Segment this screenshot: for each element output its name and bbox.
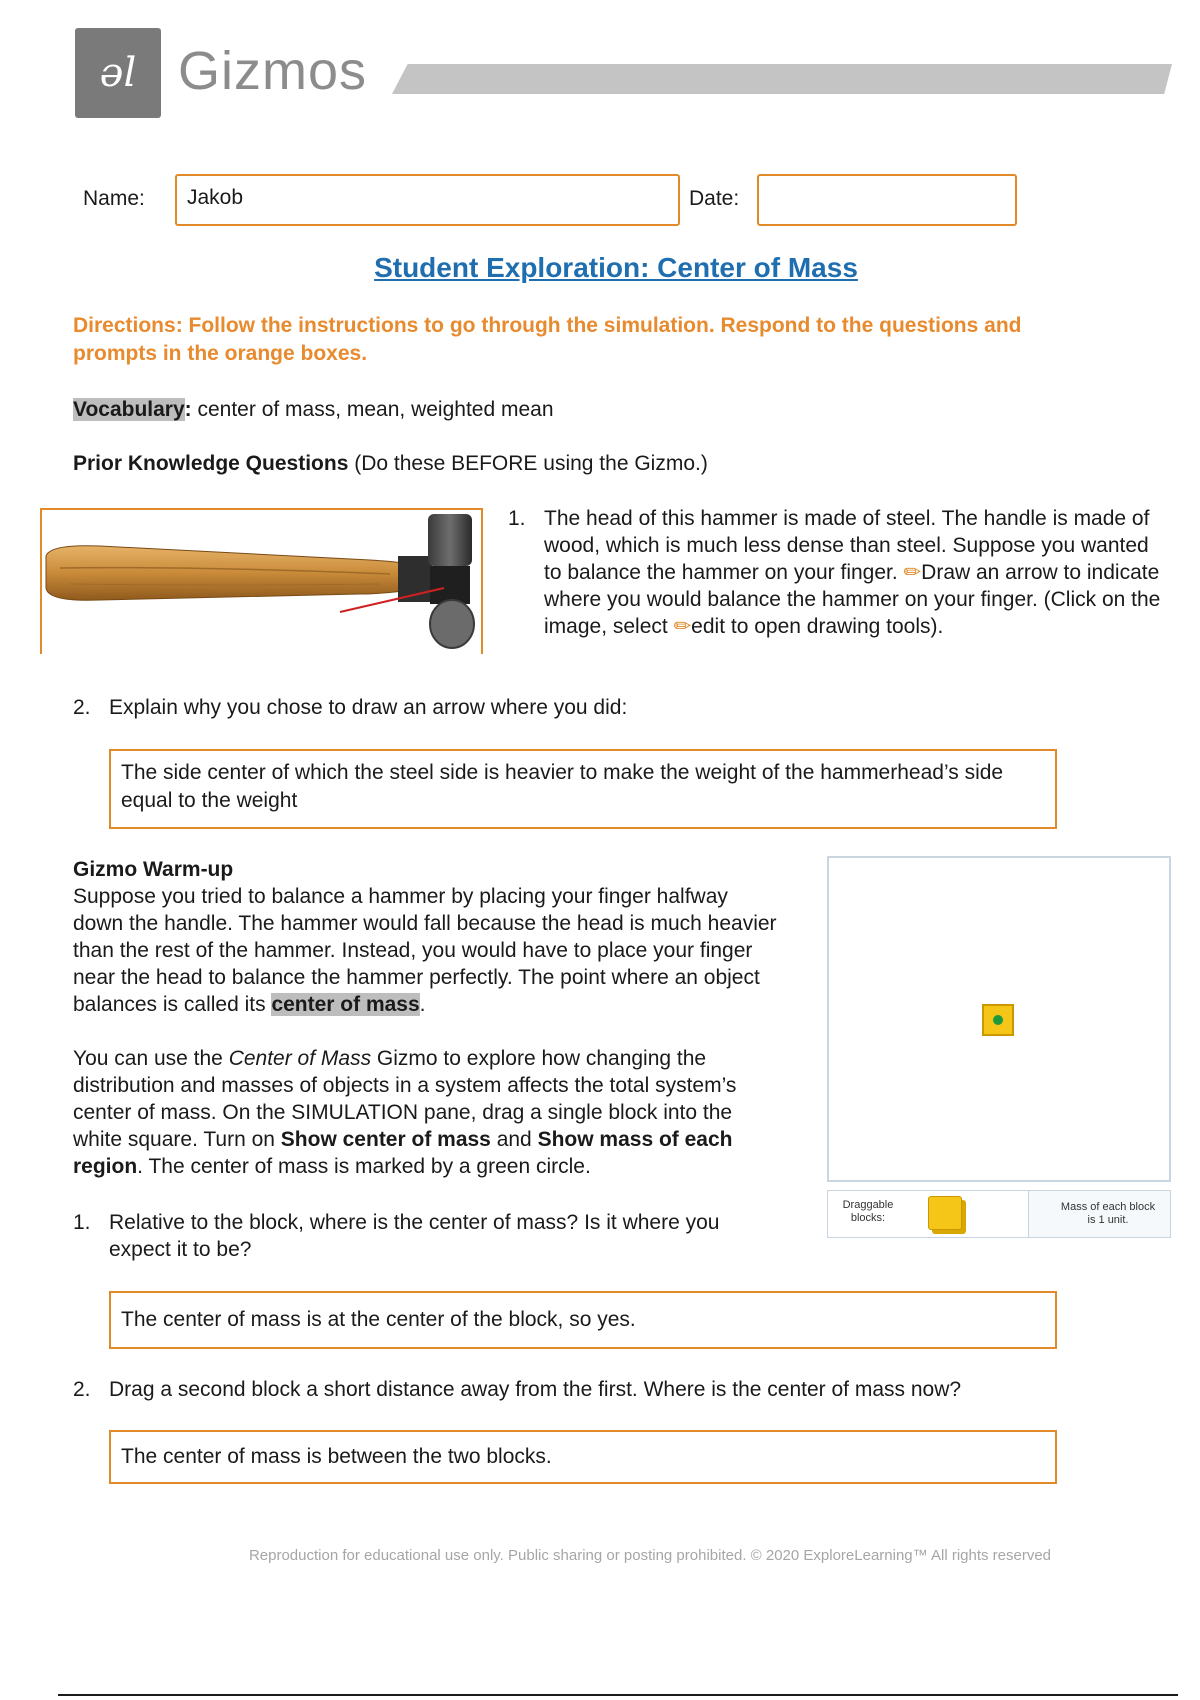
prior-q1-number: 1. [508,507,526,530]
warmup-p2-b: Gizmo to explore how changing the distribution and masses of objects in a system affects the total system’s center of mass. On the SIMULATION pane, drag a single block into the white square. Turn on [73,1047,737,1151]
warmup-q2-number: 2. [73,1378,91,1401]
warmup-q1-number: 1. [73,1211,91,1234]
pencil-icon: ✏ [903,561,922,584]
vocabulary-line [73,396,554,423]
footer-copyright: Reproduction for educational use only. Public sharing or posting prohibited. © 2020 ExploreLearning™ All rights reserved [248,1547,1052,1564]
simulation-area[interactable] [827,856,1171,1182]
placed-block[interactable] [982,1004,1014,1036]
prior-q2-text: Explain why you chose to draw an arrow where you did: [109,696,628,719]
warmup-paragraph-1 [73,883,783,1018]
warmup-question-1 [73,1209,773,1263]
warmup-q2-text: Drag a second block a short distance away from the first. Where is the center of mass now? [109,1378,962,1401]
prior-knowledge-title: Prior Knowledge Questions [73,452,349,475]
header-bar [392,64,1172,94]
warmup-p2-a: You can use the [73,1047,229,1070]
gizmo-name: Center of Mass [228,1047,372,1070]
gizmos-logo-text: Gizmos [178,41,368,101]
warmup-paragraph-2 [73,1045,783,1180]
prior-q2-answer: The side center of which the steel side is heavier to make the weight of the hammerhead’s side equal to the weight [121,761,1004,812]
hammer-illustration [40,508,484,654]
warmup-p2-c: and [490,1128,538,1151]
vocabulary-label: Vocabulary [73,398,185,421]
prior-q1-part1: The head of this hammer is made of steel. The handle is made of wood, which is much less dense than steel. Suppose you wanted to balance the hammer on your finger. [544,507,1150,584]
vocabulary-terms: center of mass, mean, weighted mean [191,398,554,421]
warmup-q1-answer-box[interactable] [109,1291,1057,1349]
page-bottom-rule [58,1694,1178,1696]
logo-glyph: ǝl [99,50,137,96]
name-label: Name: [83,187,145,210]
date-label: Date: [689,187,740,210]
name-field[interactable] [175,174,680,226]
warmup-p1-end: . [419,993,426,1016]
center-of-mass-term: center of mass [271,993,420,1016]
name-value: Jakob [187,186,244,209]
warmup-heading: Gizmo Warm-up [73,858,234,881]
show-center-of-mass-term: Show center of mass [280,1128,491,1151]
mass-label: Mass of each block is 1 unit. [1060,1201,1156,1226]
vocabulary-colon: : [184,398,192,421]
show-mass-term: Show mass of each region [73,1128,733,1178]
prior-knowledge-heading [73,450,708,477]
explorelearning-logo-icon [75,28,161,118]
draggable-label: Draggable blocks: [842,1199,894,1224]
prior-q1-part2: Draw an arrow to indicate where you would balance the hammer on your finger. (Click on the image, select [544,561,1161,638]
warmup-q2-answer-box[interactable] [109,1430,1057,1484]
directions-text: Directions: Follow the instructions to go through the simulation. Respond to the questions and prompts in the orange boxes. [73,314,1022,365]
warmup-p1-text: Suppose you tried to balance a hammer by placing your finger halfway down the handle. The hammer would fall because the head is much heavier than the rest of the hammer. Instead, you would have to place your finger near the head to balance the hammer perfectly. The point where an object balances is called its [73,885,777,1016]
prior-q2-number: 2. [73,696,91,719]
date-field[interactable] [757,174,1017,226]
page-title: Student Exploration: Center of Mass [374,252,858,283]
prior-question-1 [508,505,1168,640]
warmup-section [73,856,783,1180]
draggable-block[interactable] [928,1196,962,1230]
prior-q1-text [544,505,1168,640]
prior-knowledge-note: (Do these BEFORE using the Gizmo.) [348,452,708,475]
prior-question-2 [73,694,973,721]
warmup-p2-d: . The center of mass is marked by a green circle. [137,1155,591,1178]
block-palette [827,1190,1171,1238]
hammer-image[interactable] [40,508,484,654]
pencil-edit-icon: ✏ [673,615,692,638]
warmup-q1-text: Relative to the block, where is the center of mass? Is it where you expect it to be? [109,1211,720,1261]
prior-q1-part3: edit to open drawing tools). [691,615,944,638]
center-of-mass-marker [993,1015,1003,1025]
warmup-question-2 [73,1376,1123,1403]
warmup-q2-answer: The center of mass is between the two blocks. [121,1445,552,1468]
warmup-q1-answer: The center of mass is at the center of the block, so yes. [121,1308,636,1331]
prior-q2-answer-box[interactable] [109,749,1057,829]
